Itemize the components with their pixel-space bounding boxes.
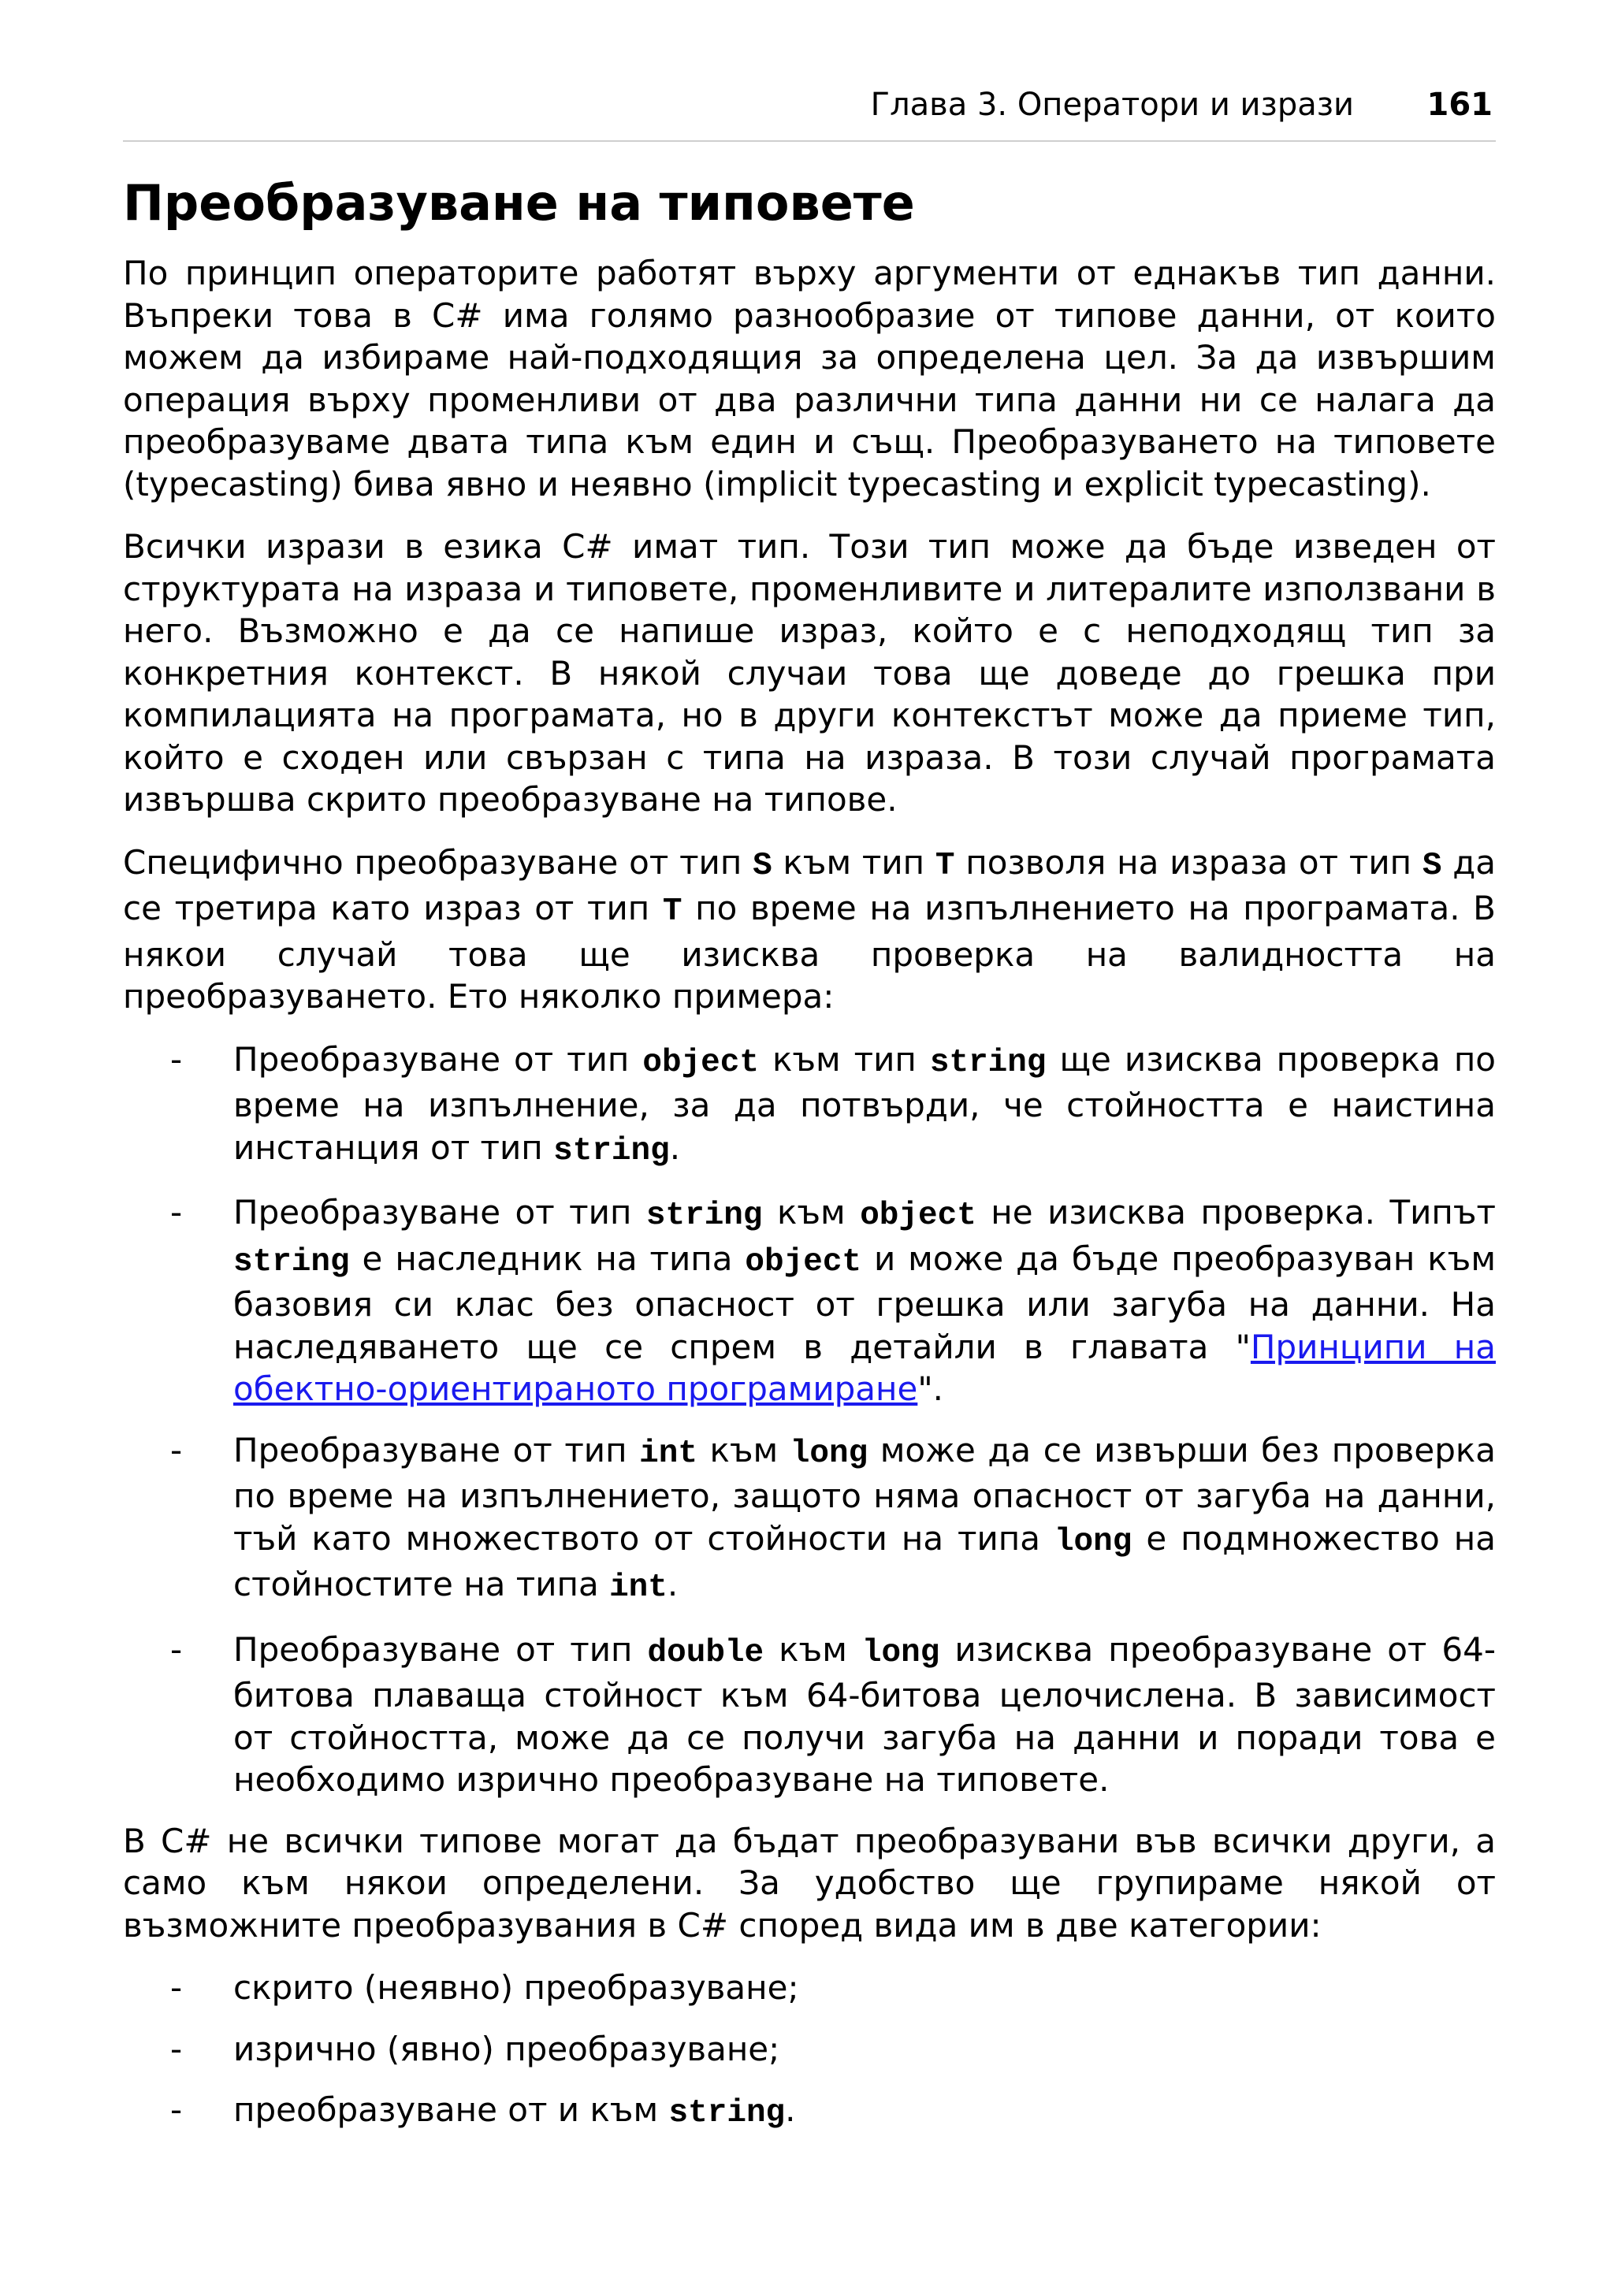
text-span: Преобразуване от тип xyxy=(233,1629,648,1669)
list-dash: - xyxy=(170,1193,183,1232)
type-name: long xyxy=(1054,1523,1132,1560)
type-name: T xyxy=(935,847,955,884)
text-span: към тип xyxy=(772,842,935,882)
text-span: преобразуване от и към xyxy=(233,2090,669,2129)
text-span: изрично (явно) преобразуване; xyxy=(233,2029,780,2068)
text-span: скрито (неявно) преобразуване; xyxy=(233,1968,799,2007)
text-span: . xyxy=(667,1565,679,1603)
text-span: към тип xyxy=(758,1039,930,1079)
text-span: . xyxy=(785,2090,796,2129)
list-dash: - xyxy=(170,1039,183,1079)
list-item xyxy=(123,1967,1496,2009)
list-dash: - xyxy=(170,2029,183,2068)
text-span: е наследник на типа xyxy=(349,1239,746,1278)
list-dash: - xyxy=(170,1629,183,1669)
type-name: S xyxy=(1422,847,1442,884)
list-item xyxy=(123,1629,1496,1801)
text-span: изисква преобразуване от 64-битова плаваща стойност към 64-битова целочислена. В зависимост от стойността, може да се получи загуба на данни и поради това е необходимо изрично преобразуване на типовете. xyxy=(233,1629,1496,1799)
text-span: по време на изпълнението на програмата. В някои случай това ще изисква проверка на валидността на преобразуването. Ето няколко примера: xyxy=(123,889,1496,1016)
body-text xyxy=(123,252,1496,2154)
text-span: е подмножество на стойностите на типа xyxy=(233,1518,1496,1603)
type-name: string xyxy=(233,1243,350,1280)
text-span: и може да бъде преобразуван към базовия си клас без опасност от грешка или загуба на данни. На наследяването ще се спрем в детайли в главата " xyxy=(233,1239,1497,1366)
list-dash: - xyxy=(170,1968,183,2007)
paragraph-expressions: Всички изрази в езика C# имат тип. Този тип може да бъде изведен от структурата на израза и типовете, променливите и литералите използвани в него. Възможно е да се напише израз, който е с неподходящ тип за конкретния контекст. В някой случаи това ще доведе до грешка при компилацията на програмата, но в други контекстът може да приеме тип, който е сходен или свързан с типа на израза. В този случай програмата извършва скрито преобразуване на типове. xyxy=(123,527,1496,819)
text-span: да се третира като израз от тип xyxy=(123,842,1496,927)
text-span: Специфично преобразуване от тип xyxy=(123,842,753,882)
text-span: може да се извърши без проверка по време на изпълнението, защото няма опасност от загуба на данни, тъй като множеството от стойности на типа xyxy=(233,1430,1496,1558)
type-name: string xyxy=(668,2095,786,2131)
categories-list xyxy=(123,1967,1496,2135)
text-span: Преобразуване от тип xyxy=(233,1039,643,1079)
examples-list xyxy=(123,1038,1496,1801)
type-name: object xyxy=(860,1198,976,1234)
type-name: string xyxy=(929,1044,1047,1081)
paragraph-specific-conversion xyxy=(123,841,1496,1018)
list-item xyxy=(123,2089,1496,2135)
text-span: ще изисква проверка по време на изпълнение, за да потвърди, че стойността е наистина инстанция от тип xyxy=(233,1039,1496,1167)
paragraph-intro: По принцип операторите работят върху аргументи от еднакъв тип данни. Въпреки това в C# има голямо разнообразие от типове данни, от които можем да избираме най-подходящия за определена цел. За да извършим операция върху променливи от два различни типа данни ни се налага да преобразуваме двата типа към един и същ. Преобразуването на типовете (typecasting) бива явно и неявно (implicit typecasting и explicit typecasting). xyxy=(123,254,1496,503)
text-span: . xyxy=(669,1128,681,1167)
type-name: string xyxy=(553,1132,670,1169)
list-item xyxy=(123,2028,1496,2071)
paragraph-categories: В C# не всички типове могат да бъдат преобразувани във всички други, а само към някои определени. За удобство ще групираме някой от възможните преобразувания в C# според вида им в две категории: xyxy=(123,1821,1496,1945)
text-span: не изисква проверка. Типът xyxy=(976,1193,1496,1232)
type-name: long xyxy=(861,1634,940,1671)
type-name: string xyxy=(645,1198,763,1234)
text-span: ". xyxy=(917,1369,943,1408)
type-name: S xyxy=(753,847,772,884)
type-name: double xyxy=(647,1634,764,1671)
type-name: object xyxy=(745,1243,862,1280)
list-item xyxy=(123,1038,1496,1173)
type-name: T xyxy=(662,894,682,930)
type-name: long xyxy=(790,1435,868,1472)
list-item xyxy=(123,1191,1496,1410)
text-span: позволя на израза от тип xyxy=(954,842,1422,882)
type-name: int xyxy=(609,1570,668,1606)
text-span: към xyxy=(764,1629,862,1669)
text-span: Преобразуване от тип xyxy=(233,1193,646,1232)
list-dash: - xyxy=(170,1430,183,1469)
page-number: 161 xyxy=(1426,87,1493,123)
chapter-title: Глава 3. Оператори и изрази xyxy=(870,87,1354,123)
chapter-link-oop-principles[interactable]: Принципи на обектно-ориентираното програмиране xyxy=(233,1327,1496,1408)
running-header xyxy=(123,79,1496,142)
section-title: Преобразуване на типовете xyxy=(123,174,915,232)
text-span: Преобразуване от тип xyxy=(233,1430,640,1469)
list-dash: - xyxy=(170,2090,183,2129)
text-span: към xyxy=(697,1430,790,1469)
type-name: object xyxy=(642,1044,759,1081)
text-span: към xyxy=(762,1193,861,1232)
type-name: int xyxy=(639,1435,697,1472)
list-item xyxy=(123,1429,1496,1610)
